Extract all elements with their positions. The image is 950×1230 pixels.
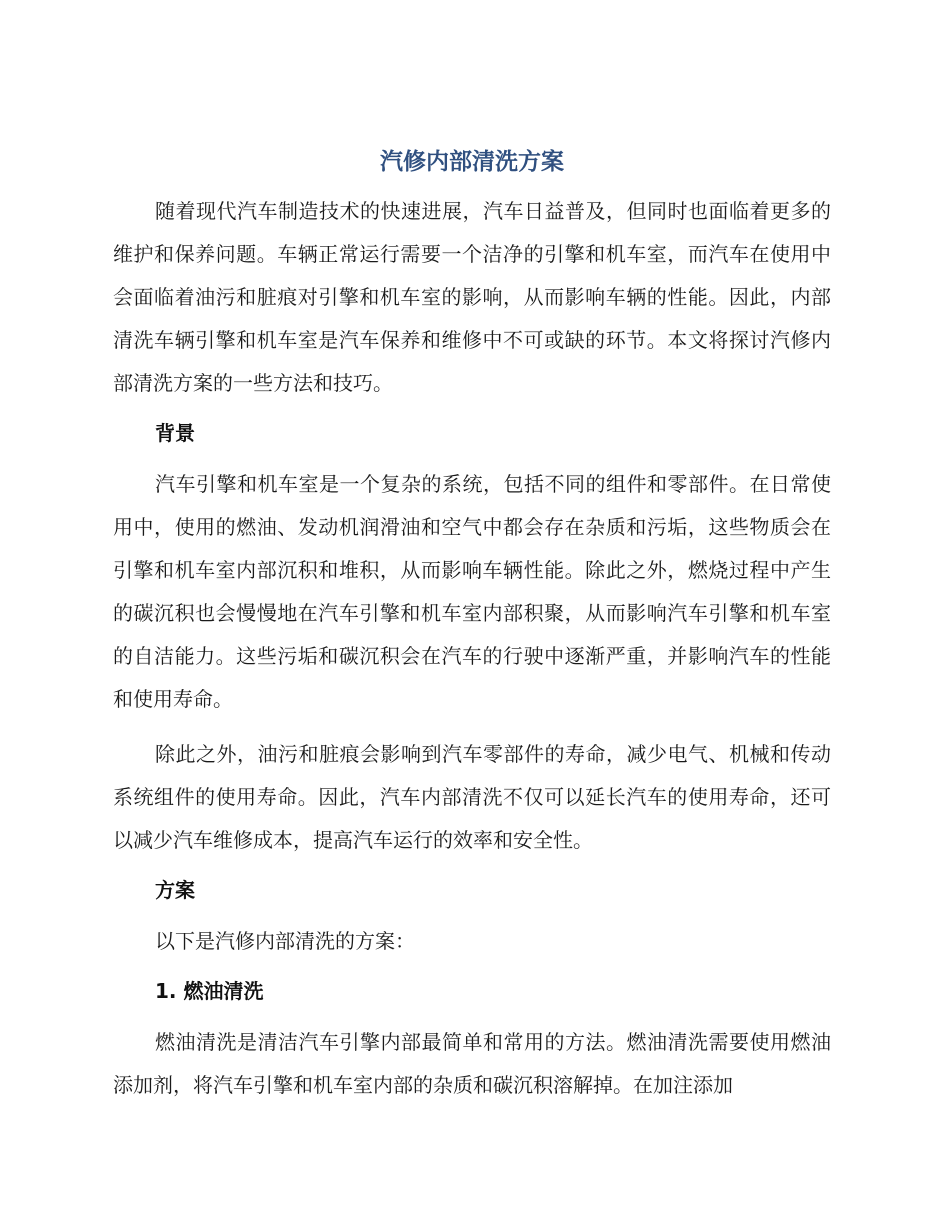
plan-paragraph-1: 以下是汽修内部清洗的方案：	[155, 929, 415, 953]
intro-paragraph: 随着现代汽车制造技术的快速进展，汽车日益普及，但同时也面临着更多的维护和保养问题。车辆正常运行需要一个洁净的引擎和机车室，而汽车在使用中会面临着油污和脏痕对引擎和机车室的影响，从而影响车辆的性能。因此，内部清洗车辆引擎和机车室是汽车保养和维修中不可或缺的环节。本文将探讨汽修内部清洗方案的一些方法和技巧。	[113, 199, 831, 395]
background-paragraph-1: 汽车引擎和机车室是一个复杂的系统，包括不同的组件和零部件。在日常使用中，使用的燃油、发动机润滑油和空气中都会存在杂质和污垢，这些物质会在引擎和机车室内部沉积和堆积，从而影响车辆性能。除此之外，燃烧过程中产生的碳沉积也会慢慢地在汽车引擎和机车室内部积聚，从而影响汽车引擎和机车室的自洁能力。这些污垢和碳沉积会在汽车的行驶中逐渐严重，并影响汽车的性能和使用寿命。	[113, 472, 831, 711]
section-heading-plan: 方案	[155, 878, 195, 902]
section-heading-fuel-cleaning: 1. 燃油清洗	[155, 979, 264, 1003]
fuel-cleaning-paragraph-1: 燃油清洗是清洁汽车引擎内部最简单和常用的方法。燃油清洗需要使用燃油添加剂，将汽车引擎和机车室内部的杂质和碳沉积溶解掉。在加注添加	[113, 1030, 831, 1097]
document-body	[113, 140, 831, 1107]
background-paragraph-2: 除此之外，油污和脏痕会影响到汽车零部件的寿命，减少电气、机械和传动系统组件的使用寿命。因此，汽车内部清洗不仅可以延长汽车的使用寿命，还可以减少汽车维修成本，提高汽车运行的效率和安全性。	[113, 742, 831, 852]
document-title: 汽修内部清洗方案	[380, 149, 564, 175]
section-heading-background: 背景	[155, 421, 195, 445]
